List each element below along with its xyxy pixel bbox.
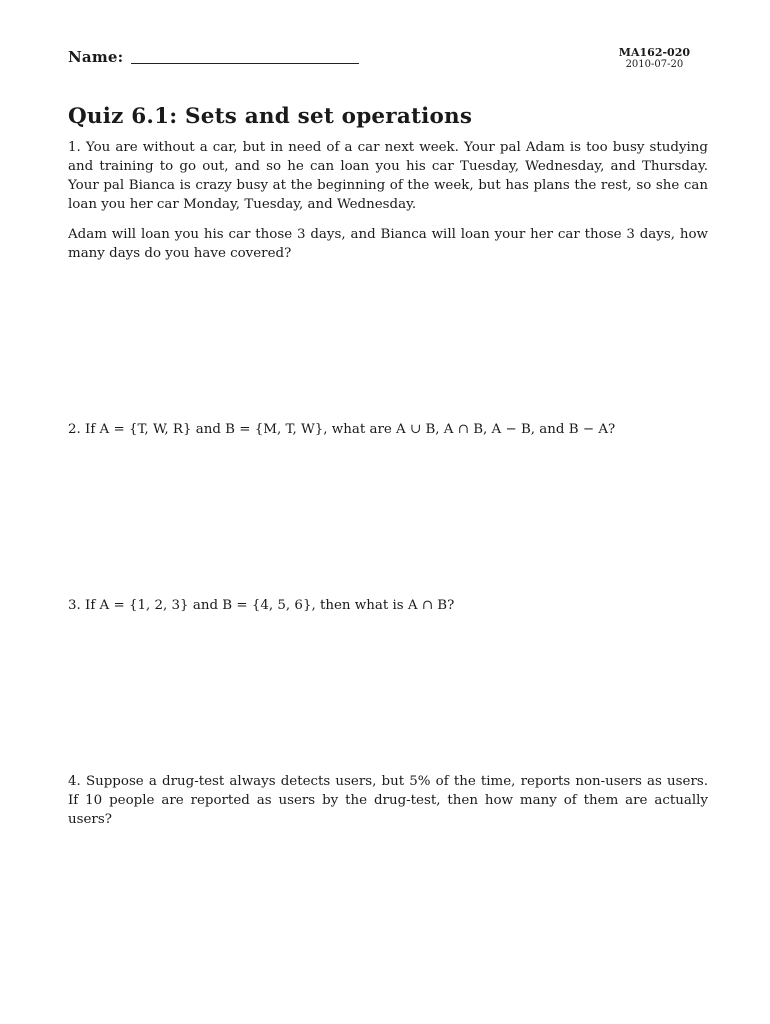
question-1-followup: Adam will loan you his car those 3 days, and Bianca will loan your her car those 3 days, how many days do you have covered? — [68, 227, 708, 261]
question-3 — [68, 596, 708, 615]
question-4-text: Suppose a drug-test always detects users, but 5% of the time, reports non-users as users. If 10 people are reported as users by the drug-test, then how many of them are actually users? — [68, 774, 708, 827]
name-blank-line — [131, 49, 359, 64]
question-1-text: You are without a car, but in need of a car next week. Your pal Adam is too busy studying and training to go out, and so he can loan you his car Tuesday, Wednesday, and Thursday. Your pal Bianca is crazy busy at the beginning of the week, but has plans the rest, so she can loan you her car Monday, Tuesday, and Wednesday. — [68, 140, 708, 212]
question-2-text: If A = {T, W, R} and B = {M, T, W}, what are A ∪ B, A ∩ B, A − B, and B − A? — [85, 422, 616, 437]
question-2-number: 2. — [68, 422, 81, 437]
course-info — [619, 46, 690, 71]
question-2 — [68, 420, 708, 439]
course-code: MA162-020 — [618, 46, 690, 59]
question-1 — [68, 138, 708, 214]
quiz-date: 2010-07-20 — [625, 59, 684, 70]
question-4-number: 4. — [68, 774, 81, 789]
page-title: Quiz 6.1: Sets and set operations — [68, 104, 473, 129]
question-3-number: 3. — [68, 598, 81, 613]
question-1-number: 1. — [68, 140, 81, 155]
question-3-text: If A = {1, 2, 3} and B = {4, 5, 6}, then what is A ∩ B? — [85, 598, 455, 613]
name-label: Name: — [68, 48, 124, 66]
name-field-row — [68, 48, 359, 66]
question-4 — [68, 772, 708, 829]
